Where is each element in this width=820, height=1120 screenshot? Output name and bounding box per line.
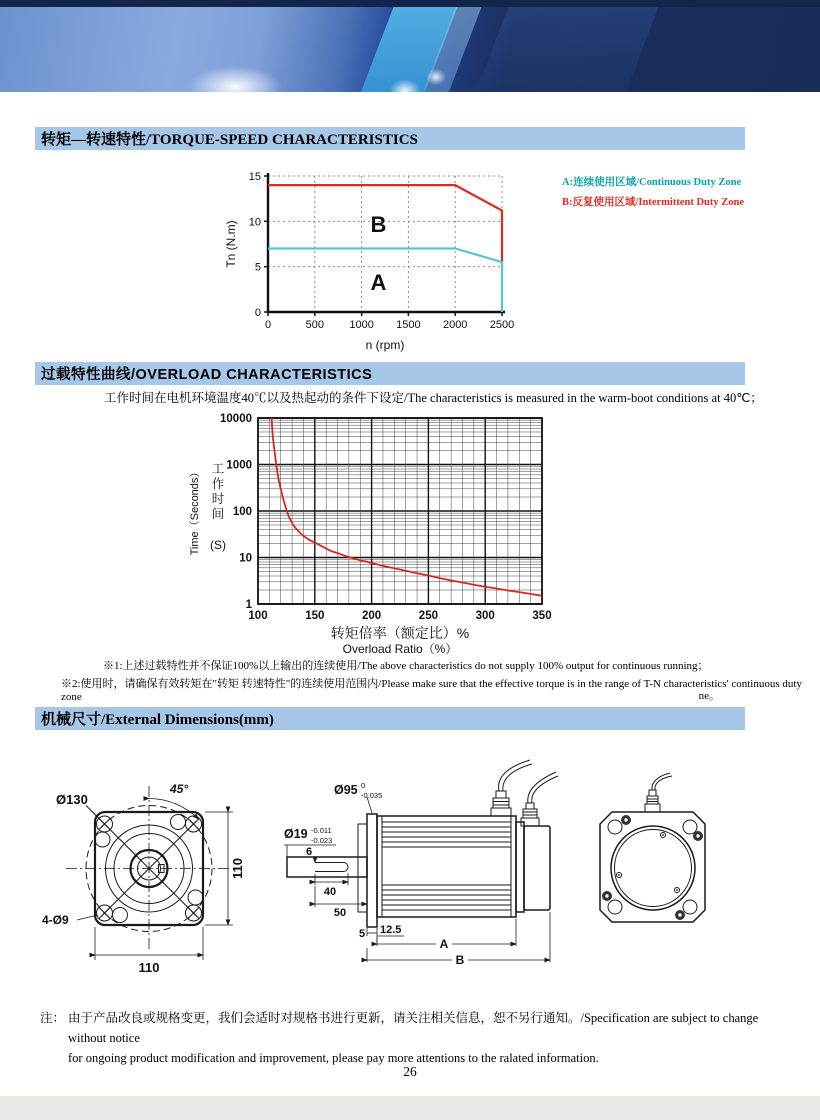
footer-note-prefix: 注： xyxy=(40,1011,66,1025)
banner-top-strip xyxy=(0,0,820,7)
tie-rod-hole xyxy=(113,908,128,923)
bottom-gray-band xyxy=(0,1096,820,1120)
key-slot xyxy=(315,863,348,872)
banner-glow xyxy=(425,68,447,86)
svg-text:Overload Ratio（%）: Overload Ratio（%） xyxy=(342,642,458,656)
svg-text:10: 10 xyxy=(239,552,252,565)
spigot-tol-lower: -0.035 xyxy=(361,791,383,800)
svg-text:Tn (N.m): Tn (N.m) xyxy=(224,220,238,268)
cooling-fins xyxy=(382,822,511,910)
mount-hole xyxy=(97,905,113,921)
rear-cover-circle xyxy=(611,826,695,910)
angle-label: 45° xyxy=(170,782,189,796)
side-view-svg xyxy=(272,752,574,978)
corner-hole xyxy=(608,900,622,914)
svg-text:1000: 1000 xyxy=(226,459,252,472)
overload-note-1: ※1:上述过载特性并不保证100%以上输出的连续使用/The above characteristics do not supply 100% output for continuous running； xyxy=(103,660,709,672)
shaft-dia-label: Ø19 xyxy=(284,827,308,841)
cover-screw xyxy=(617,873,622,878)
motor-body xyxy=(377,816,516,917)
end-cap xyxy=(516,822,524,912)
key-width-label: 6 xyxy=(306,846,313,858)
key-length-label: 40 xyxy=(323,886,337,898)
cover-screw xyxy=(675,888,680,893)
svg-text:10000: 10000 xyxy=(220,413,252,425)
section-title-text: 过载特性曲线/OVERLOAD CHARACTERISTICS xyxy=(41,367,373,383)
overload-chart-svg xyxy=(182,408,562,658)
svg-text:100: 100 xyxy=(232,506,252,518)
svg-text:Time（Seconds）: Time（Seconds） xyxy=(189,466,201,556)
svg-text:2000: 2000 xyxy=(442,319,468,331)
svg-text:1: 1 xyxy=(245,599,252,611)
svg-text:A: A xyxy=(370,270,387,296)
overload-subtitle: 工作时间在电机环境温度40℃以及热起动的条件下设定/The characteristics is measured in the warm-boot conditions at 40℃； xyxy=(104,391,763,405)
svg-text:300: 300 xyxy=(475,610,495,622)
torque-speed-chart xyxy=(222,166,532,358)
page-number: 26 xyxy=(403,1064,417,1079)
shaft-length-label: 50 xyxy=(333,907,347,919)
rear-view-svg xyxy=(580,770,770,938)
svg-text:作: 作 xyxy=(211,477,225,491)
bolt-circle-label: Ø130 xyxy=(56,792,88,807)
svg-text:15: 15 xyxy=(248,171,261,183)
svg-text:(S): (S) xyxy=(210,538,226,552)
front-view-drawing xyxy=(30,760,265,983)
cable xyxy=(503,764,532,791)
stray-text-fragment: ne。 xyxy=(698,690,720,702)
mount-holes-label: 4-Ø9 xyxy=(42,913,69,927)
svg-text:150: 150 xyxy=(305,610,325,622)
screw-head xyxy=(602,891,612,901)
section-title-text: 转矩—转速特性/TORQUE-SPEED CHARACTERISTICS xyxy=(41,132,418,148)
corner-hole xyxy=(683,900,697,914)
svg-text:间: 间 xyxy=(211,507,225,521)
cover-screw xyxy=(661,833,666,838)
width-dimension: 110 xyxy=(138,960,160,975)
flange-thickness-label: 5 xyxy=(359,928,366,940)
svg-text:10: 10 xyxy=(248,216,261,229)
svg-text:n (rpm): n (rpm) xyxy=(365,338,405,352)
height-dimension: 110 xyxy=(230,858,245,879)
shaft-tol-upper: -0.011 xyxy=(311,826,332,835)
body-length-label: A xyxy=(439,937,449,951)
mount-hole xyxy=(186,816,202,832)
total-length-label: B xyxy=(455,953,465,967)
corner-hole xyxy=(683,820,697,834)
side-view-drawing xyxy=(272,752,574,983)
cable-gland xyxy=(645,773,672,812)
footer-note-line1: 由于产品改良或规格变更，我们会适时对规格书进行更新，请关注相关信息，恕不另行通知。/Specification are subject to change without notice xyxy=(68,1011,759,1045)
shaft xyxy=(287,857,367,877)
svg-text:0: 0 xyxy=(264,319,272,331)
mount-hole xyxy=(186,905,202,921)
svg-text:100: 100 xyxy=(248,610,268,622)
svg-text:工: 工 xyxy=(211,462,225,476)
section-title-text: 机械尺寸/External Dimensions(mm) xyxy=(41,712,274,728)
flange xyxy=(367,814,377,927)
cable xyxy=(532,776,558,803)
banner-glow xyxy=(180,62,290,92)
legend-continuous-duty: A:连续使用区域/Continuous Duty Zone xyxy=(562,177,742,188)
rear-body-outline xyxy=(600,812,705,922)
shaft-tol-lower: -0.023 xyxy=(311,836,333,845)
overload-chart xyxy=(182,408,562,663)
svg-text:时: 时 xyxy=(211,492,225,506)
spigot xyxy=(358,824,367,912)
rear-cover-inner-circle xyxy=(615,830,692,907)
screw-head xyxy=(621,815,631,825)
torque-speed-legend xyxy=(562,173,744,213)
encoder-housing xyxy=(524,826,550,910)
footer-note xyxy=(40,1008,785,1068)
header-banner xyxy=(0,0,820,92)
section-title-torque-speed xyxy=(35,127,745,150)
svg-text:250: 250 xyxy=(418,610,438,622)
svg-text:5: 5 xyxy=(254,261,261,274)
svg-text:0: 0 xyxy=(254,307,261,319)
banner-dark-stripe xyxy=(467,0,667,92)
overload-note-2: ※2:使用时，请确保有效转矩在"转矩 转速特性"的连续使用范围内/Please make sure that the effective torque is in the range of T-N characteristics' continuous duty zone xyxy=(61,678,802,703)
svg-text:500: 500 xyxy=(305,319,324,331)
screw-head xyxy=(693,831,703,841)
spigot-tol-upper: 0 xyxy=(361,781,366,790)
spigot-dia-label: Ø95 xyxy=(334,783,358,797)
shoulder-label: 12.5 xyxy=(380,924,402,936)
footer-note-line2: for ongoing product modification and improvement, please pay more attentions to the ralated information. xyxy=(68,1051,599,1065)
svg-text:350: 350 xyxy=(532,610,552,622)
tie-rod-hole xyxy=(95,832,110,847)
svg-text:1500: 1500 xyxy=(396,319,421,331)
svg-text:转矩倍率（额定比）%: 转矩倍率（额定比）% xyxy=(330,625,470,641)
svg-text:2500: 2500 xyxy=(489,319,515,331)
svg-text:B: B xyxy=(370,212,387,238)
tie-rod-hole xyxy=(171,815,186,830)
section-title-dimensions xyxy=(35,707,745,730)
corner-hole xyxy=(608,820,622,834)
torque-speed-chart-svg xyxy=(222,166,532,353)
screw-head xyxy=(675,910,685,920)
rear-view-drawing xyxy=(580,770,770,943)
mount-hole xyxy=(97,816,113,832)
front-view-svg xyxy=(30,760,265,978)
svg-text:1000: 1000 xyxy=(349,319,374,331)
section-title-overload xyxy=(35,362,745,385)
tie-rod-hole xyxy=(188,890,203,905)
svg-text:200: 200 xyxy=(362,610,382,622)
cable-gland xyxy=(521,772,558,826)
legend-intermittent-duty: B:反复使用区域/Intermittent Duty Zone xyxy=(562,197,744,208)
